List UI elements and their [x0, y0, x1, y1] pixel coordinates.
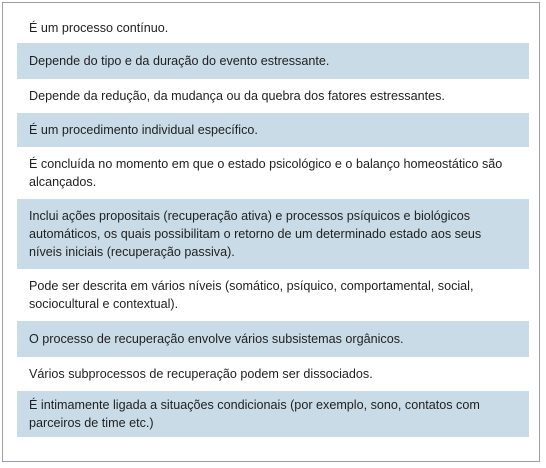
table-row — [17, 79, 529, 113]
table-row — [17, 321, 529, 357]
table-row — [17, 147, 529, 199]
row-text: Depende da redução, da mudança ou da quebra dos fatores estressantes. — [29, 89, 445, 103]
table-row — [17, 391, 529, 437]
table-row — [17, 113, 529, 147]
table-row — [17, 13, 529, 43]
row-text: É um processo contínuo. — [29, 21, 169, 35]
row-text: Pode ser descrita em vários níveis (somático, psíquico, comportamental, social, sociocultural e contextual). — [29, 279, 474, 311]
row-text: O processo de recuperação envolve vários subsistemas orgânicos. — [29, 332, 404, 346]
row-text: Vários subprocessos de recuperação podem ser dissociados. — [29, 367, 373, 381]
table-row — [17, 269, 529, 321]
table-row — [17, 43, 529, 79]
recovery-characteristics-table — [2, 2, 540, 462]
table-row — [17, 199, 529, 269]
table-rows — [17, 13, 529, 437]
row-text: É um procedimento individual específico. — [29, 123, 258, 137]
row-text: Inclui ações propositais (recuperação ativa) e processos psíquicos e biológicos automáticos, os quais possibilitam o retorno de um determinado estado aos seus níveis iniciais (recuperação passiva). — [29, 209, 482, 259]
row-text: Depende do tipo e da duração do evento estressante. — [29, 54, 330, 68]
row-text: É concluída no momento em que o estado psicológico e o balanço homeostático são alcançados. — [29, 157, 503, 189]
row-text: É intimamente ligada a situações condicionais (por exemplo, sono, contatos com parceiros de time etc.) — [29, 398, 480, 430]
table-row — [17, 357, 529, 391]
